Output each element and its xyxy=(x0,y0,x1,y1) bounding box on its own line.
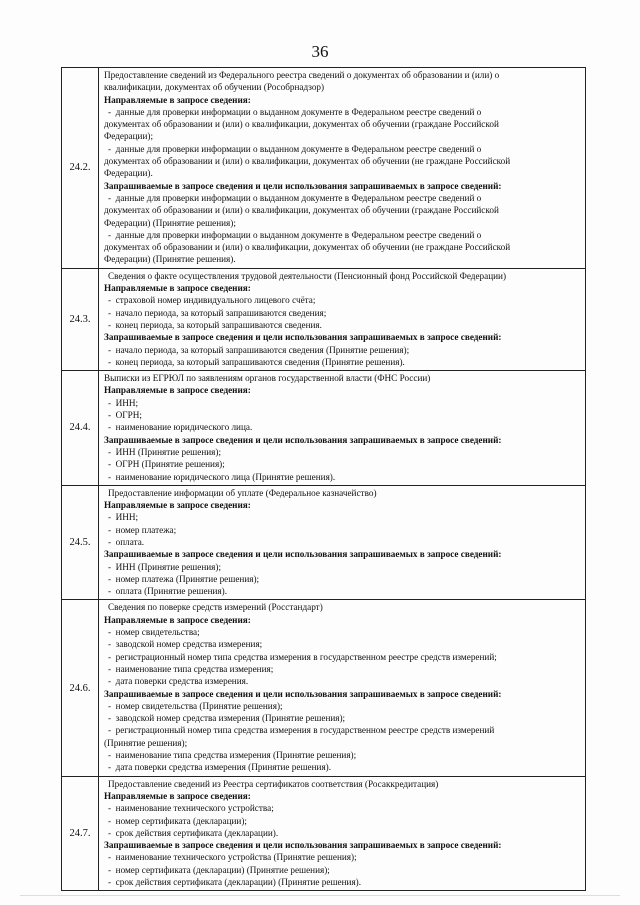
row-content xyxy=(99,68,586,269)
list-item: - данные для проверки информации о выданном документе в Федеральном реестре сведений о xyxy=(104,192,582,204)
section-heading: Запрашиваемые в запросе сведения и цели использования запрашиваемых в запросе сведений: xyxy=(104,549,502,560)
list-item: - данные для проверки информации о выданном документе в Федеральном реестре сведений о xyxy=(104,143,582,155)
section-heading: Направляемые в запросе сведения: xyxy=(104,790,251,801)
list-item: - наименование юридического лица. xyxy=(104,421,582,433)
row-number: 24.2. xyxy=(62,68,99,269)
section-heading: Запрашиваемые в запросе сведения и цели использования запрашиваемых в запросе сведений: xyxy=(104,434,502,445)
row-content xyxy=(99,485,586,600)
text-line: (Принятие решения); xyxy=(104,737,188,748)
list-item: - наименование юридического лица (Принятие решения). xyxy=(104,471,582,483)
list-item: - наименование типа средства измерения; xyxy=(104,663,582,675)
list-item: - конец периода, за который запрашиваются сведения. xyxy=(104,319,582,331)
list-item: - номер сертификата (декларации); xyxy=(104,815,582,827)
section-heading: Запрашиваемые в запросе сведения и цели использования запрашиваемых в запросе сведений: xyxy=(104,332,502,343)
list-item: - номер платежа (Принятие решения); xyxy=(104,573,582,585)
list-item: - дата поверки средства измерения. xyxy=(104,675,582,687)
list-item: - номер платежа; xyxy=(104,524,582,536)
list-item: - срок действия сертификата (декларации). xyxy=(104,827,582,839)
table-row xyxy=(62,485,586,600)
section-heading: Направляемые в запросе сведения: xyxy=(104,614,251,625)
text-line: Федерации); xyxy=(104,131,154,142)
section-heading: Направляемые в запросе сведения: xyxy=(104,500,251,511)
list-item: - заводской номер средства измерения; xyxy=(104,638,582,650)
list-item: - начало периода, за который запрашиваются сведения; xyxy=(104,307,582,319)
text-line: документах об образовании и (или) о квалификации, документах об обучении (граждане Российской xyxy=(104,119,499,130)
table-row xyxy=(62,68,586,269)
list-item: - ОГРН; xyxy=(104,409,582,421)
row-number: 24.7. xyxy=(62,776,99,891)
list-item: - дата поверки средства измерения (Принятие решения). xyxy=(104,761,582,773)
list-item: - срок действия сертификата (декларации) (Принятие решения). xyxy=(104,876,582,888)
service-title: Сведения по поверке средств измерений (Росстандарт) xyxy=(108,602,323,613)
list-item: - ИНН (Принятие решения); xyxy=(104,561,582,573)
list-item: - ИНН (Принятие решения); xyxy=(104,446,582,458)
list-item: - наименование технического устройства (Принятие решения); xyxy=(104,851,582,863)
list-item: - данные для проверки информации о выданном документе в Федеральном реестре сведений о xyxy=(104,106,582,118)
row-content xyxy=(99,600,586,776)
list-item: - оплата. xyxy=(104,536,582,548)
page-number: 36 xyxy=(311,42,329,61)
row-number: 24.3. xyxy=(62,268,99,370)
list-item: - конец периода, за который запрашиваются сведения (Принятие решения). xyxy=(104,356,582,368)
table-row xyxy=(62,776,586,891)
section-heading: Запрашиваемые в запросе сведения и цели использования запрашиваемых в запросе сведений: xyxy=(104,180,502,191)
list-item: - номер свидетельства (Принятие решения); xyxy=(104,700,582,712)
section-heading: Направляемые в запросе сведения: xyxy=(104,385,251,396)
list-item: - ИНН; xyxy=(104,511,582,523)
list-item: - данные для проверки информации о выданном документе в Федеральном реестре сведений о xyxy=(104,229,582,241)
table-row xyxy=(62,371,586,486)
list-item: - заводской номер средства измерения (Принятие решения); xyxy=(104,712,582,724)
row-number: 24.4. xyxy=(62,371,99,486)
row-content xyxy=(99,776,586,891)
table-row xyxy=(62,600,586,776)
text-line: Федерации). xyxy=(104,168,153,179)
row-content xyxy=(99,371,586,486)
row-number: 24.6. xyxy=(62,600,99,776)
list-item: - начало периода, за который запрашиваются сведения (Принятие решения); xyxy=(104,344,582,356)
section-heading: Направляемые в запросе сведения: xyxy=(104,94,251,105)
row-content xyxy=(99,268,586,370)
text-line: квалификации, документах об обучении (Рособрнадзор) xyxy=(104,82,325,93)
list-item: - ИНН; xyxy=(104,397,582,409)
list-item: - регистрационный номер типа средства измерения в государственном реестре средств измерений xyxy=(104,724,582,736)
services-table xyxy=(61,67,586,891)
list-item: - ОГРН (Принятие решения); xyxy=(104,458,582,470)
list-item: - наименование технического устройства; xyxy=(104,802,582,814)
list-item: - регистрационный номер типа средства измерения в государственном реестре средств измерений; xyxy=(104,651,582,663)
list-item: - оплата (Принятие решения). xyxy=(104,585,582,597)
service-title: Предоставление сведений из Федерального реестра сведений о документах об образовании и (или) о xyxy=(104,70,500,80)
section-heading: Направляемые в запросе сведения: xyxy=(104,283,251,294)
list-item: - номер сертификата (декларации) (Принятие решения); xyxy=(104,864,582,876)
text-line: документах об образовании и (или) о квалификации, документах об обучении (не граждане Российской xyxy=(104,242,511,253)
section-heading: Запрашиваемые в запросе сведения и цели использования запрашиваемых в запросе сведений: xyxy=(104,688,502,699)
service-title: Сведения о факте осуществления трудовой деятельности (Пенсионный фонд Российской Федерации) xyxy=(108,270,507,281)
text-line: Федерации) (Принятие решения). xyxy=(104,254,236,265)
services-table-body xyxy=(62,68,586,891)
list-item: - номер свидетельства; xyxy=(104,626,582,638)
row-number: 24.5. xyxy=(62,485,99,600)
section-heading: Запрашиваемые в запросе сведения и цели использования запрашиваемых в запросе сведений: xyxy=(104,840,502,851)
service-title: Предоставление сведений из Реестра сертификатов соответствия (Росаккредитация) xyxy=(108,778,439,789)
page-bottom-edge xyxy=(20,895,620,896)
text-line: документах об образовании и (или) о квалификации, документах об обучении (граждане Российской xyxy=(104,205,499,216)
text-line: Федерации) (Принятие решения); xyxy=(104,217,236,228)
list-item: - наименование типа средства измерения (Принятие решения); xyxy=(104,749,582,761)
list-item: - страховой номер индивидуального лицевого счёта; xyxy=(104,294,582,306)
service-title: Предоставление информации об уплате (Федеральное казначейство) xyxy=(108,487,377,498)
service-title: Выписки из ЕГРЮЛ по заявлениям органов государственной власти (ФНС России) xyxy=(104,373,431,384)
text-line: документах об образовании и (или) о квалификации, документах об обучении (не граждане Российской xyxy=(104,156,511,167)
table-row xyxy=(62,268,586,370)
